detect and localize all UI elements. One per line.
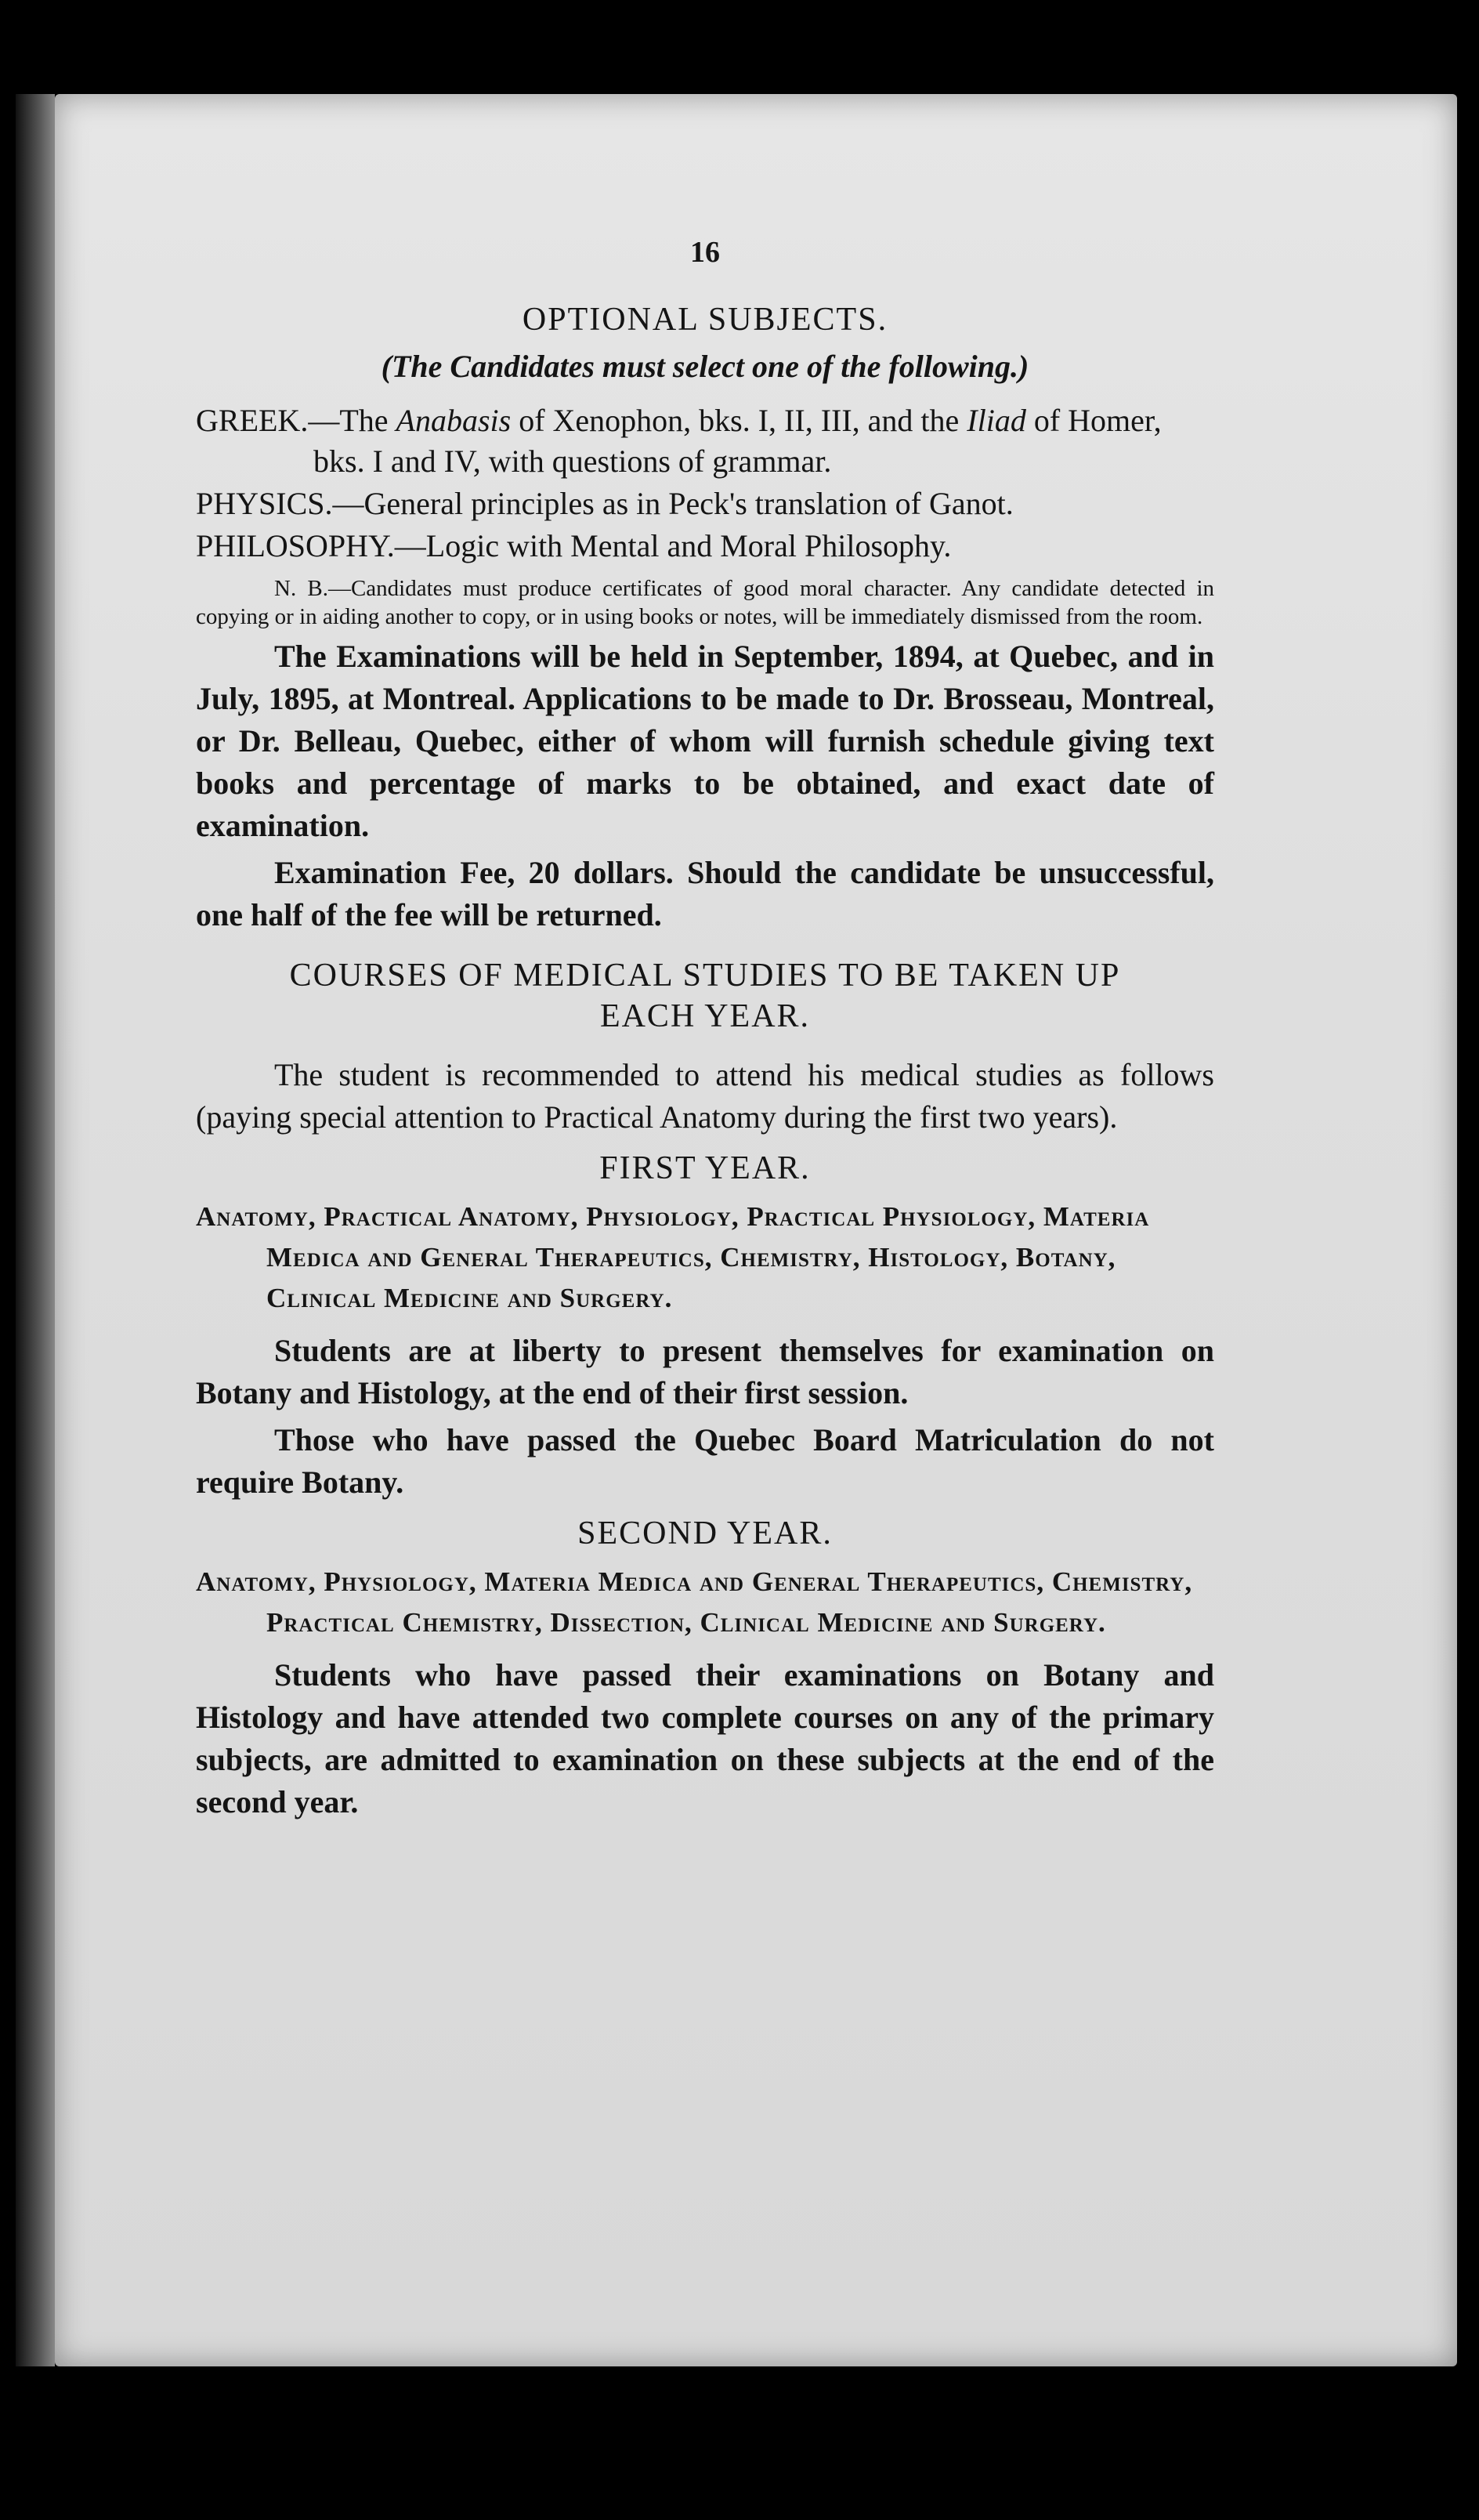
exam-schedule-paragraph: The Examinations will be held in September, 1894, at Quebec, and in July, 1895, at Montreal. Applications to be made to Dr. Brosseau, Montreal, or Dr. Belleau, Quebec, either of whom will furnish schedule giving text books and percentage of marks to be obtained, and exact date of examination. bbox=[196, 639, 1214, 843]
page-binding-edge bbox=[16, 94, 55, 2366]
greek-entry bbox=[196, 400, 1214, 482]
greek-text-mid: of Xenophon, bks. I, II, III, and the bbox=[511, 403, 967, 438]
greek-label: GREEK. bbox=[196, 403, 309, 438]
first-year-note-botany: Those who have passed the Quebec Board Matriculation do not require Botany. bbox=[196, 1422, 1214, 1500]
courses-heading-line1: COURSES OF MEDICAL STUDIES TO BE TAKEN UP bbox=[289, 958, 1121, 994]
philosophy-entry: PHILOSOPHY.—Logic with Mental and Moral Philosophy. bbox=[196, 528, 952, 563]
nota-bene bbox=[196, 574, 1214, 631]
first-year-heading: FIRST YEAR. bbox=[599, 1150, 811, 1186]
optional-subjects-subtitle: (The Candidates must select one of the following.) bbox=[381, 349, 1029, 384]
optional-subjects-heading: OPTIONAL SUBJECTS. bbox=[522, 302, 888, 338]
first-year-note-examination: Students are at liberty to present themselves for examination on Botany and Histology, at the end of their first session. bbox=[196, 1333, 1214, 1410]
exam-fee-paragraph: Examination Fee, 20 dollars. Should the candidate be unsuccessful, one half of the fee will be returned. bbox=[196, 855, 1214, 932]
courses-intro: The student is recommended to attend his medical studies as follows (paying special attention to Practical Anatomy during the first two years). bbox=[196, 1057, 1214, 1135]
courses-heading bbox=[196, 955, 1214, 1037]
greek-iliad: Iliad bbox=[967, 403, 1026, 438]
page-content bbox=[196, 235, 1214, 1828]
greek-text-post: of Homer, bks. I and IV, with questions of grammar. bbox=[313, 403, 1162, 479]
page-number: 16 bbox=[690, 236, 720, 269]
greek-text-pre: —The bbox=[308, 403, 396, 438]
second-year-subjects: Anatomy, Physiology, Materia Medica and General Therapeutics, Chemistry, Practical Chemistry, Dissection, Clinical Medicine and Surgery. bbox=[196, 1566, 1193, 1638]
second-year-heading: SECOND YEAR. bbox=[577, 1515, 833, 1551]
first-year-subjects: Anatomy, Practical Anatomy, Physiology, Practical Physiology, Materia Medica and General Therapeutics, Chemistry, Histology, Botany, Clinical Medicine and Surgery. bbox=[196, 1201, 1150, 1313]
nb-label: N. B. bbox=[274, 576, 328, 601]
greek-anabasis: Anabasis bbox=[396, 403, 512, 438]
nb-text: —Candidates must produce certificates of good moral character. Any candidate detected in copying or in aiding another to copy, or in using books or notes, will be immediately dismissed from the room. bbox=[196, 576, 1214, 629]
courses-heading-line2: EACH YEAR. bbox=[599, 998, 811, 1034]
physics-entry: PHYSICS.—General principles as in Peck's translation of Ganot. bbox=[196, 486, 1014, 521]
second-year-note: Students who have passed their examinations on Botany and Histology and have attended two complete courses on any of the primary subjects, are admitted to examination on these subjects at the end of the second year. bbox=[196, 1657, 1214, 1819]
